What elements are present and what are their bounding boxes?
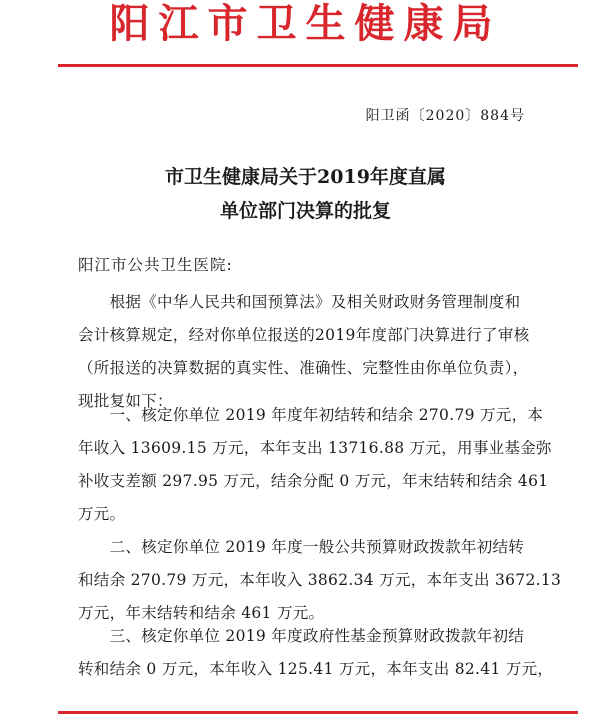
paragraph-line: 现批复如下： xyxy=(78,392,173,410)
body-paragraph-item-2 xyxy=(78,531,562,630)
document-title-line-2: 单位部门决算的批复 xyxy=(219,200,391,222)
paragraph-line: 补收支差额 297.95 万元，结余分配 0 万元，年末结转和结余 461 xyxy=(78,472,549,490)
paragraph-line: 和结余 270.79 万元，本年收入 3862.34 万元，本年支出 3672.13 xyxy=(78,571,562,589)
header-red-rule xyxy=(58,64,578,67)
paragraph-line: 万元，年末结转和结余 461 万元。 xyxy=(78,604,325,622)
salutation: 阳江市公共卫生医院: xyxy=(78,256,233,274)
paragraph-line: 会计核算规定，经对你单位报送的2019年度部门决算进行了审核 xyxy=(78,326,530,344)
document-title-line-1: 市卫生健康局关于2019年度直属 xyxy=(165,166,446,188)
paragraph-line: 一、核定你单位 2019 年度年初结转和结余 270.79 万元，本 xyxy=(78,406,544,424)
document-title xyxy=(0,160,611,228)
body-paragraph-item-1 xyxy=(78,399,552,531)
paragraph-line: 万元。 xyxy=(78,505,126,523)
footer-red-rule xyxy=(58,711,578,714)
document-number: 阳卫函〔2020〕884号 xyxy=(365,108,525,124)
paragraph-line: 年收入 13609.15 万元，本年支出 13716.88 万元，用事业基金弥 xyxy=(78,439,552,457)
paragraph-line: 根据《中华人民共和国预算法》及相关财政财务管理制度和 xyxy=(78,293,521,311)
paragraph-line: 三、核定你单位 2019 年度政府性基金预算财政拨款年初结 xyxy=(78,627,525,645)
paragraph-line: 二、核定你单位 2019 年度一般公共预算财政拨款年初结转 xyxy=(78,538,525,556)
issuing-authority-header: 阳江市卫生健康局 xyxy=(109,0,502,47)
paragraph-line: 转和结余 0 万元，本年收入 125.41 万元，本年支出 82.41 万元， xyxy=(78,660,554,678)
paragraph-line: （所报送的决算数据的真实性、准确性、完整性由你单位负责）， xyxy=(78,359,529,377)
body-paragraph-item-3 xyxy=(78,620,552,686)
